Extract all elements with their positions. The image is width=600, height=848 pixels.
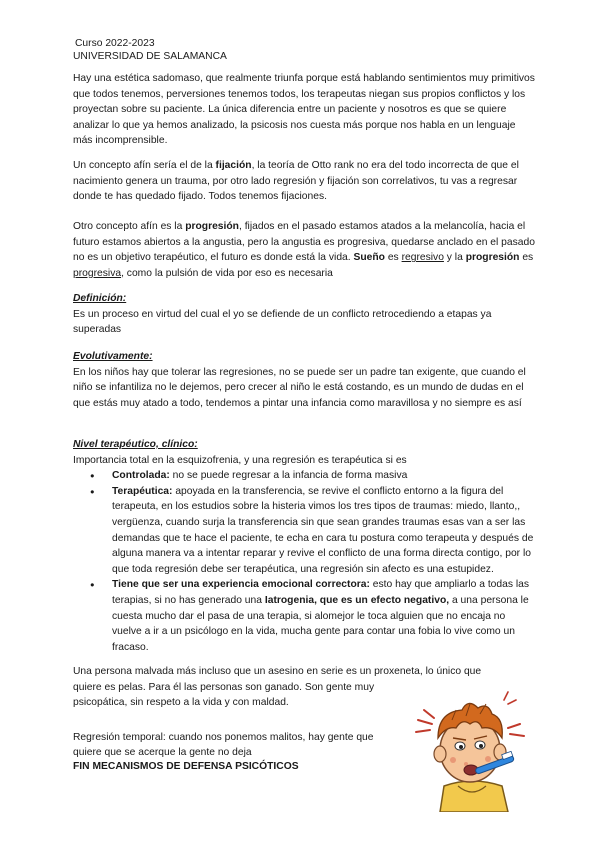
paragraph-regresion-temporal: Regresión temporal: cuando nos ponemos malitos, hay gente que quiere que se acerque la gente no deja FIN MECANISMOS DE DEFENSA PSICÓTICOS	[73, 730, 535, 775]
term-sueno: Sueño	[353, 252, 385, 264]
term-progresion-2: progresión	[465, 252, 520, 264]
sick-boy-illustration	[408, 690, 536, 812]
university-name: UNIVERSIDAD DE SALAMANCA	[73, 51, 227, 62]
nivel-heading: Nivel terapéutico, clínico:	[73, 439, 198, 450]
section-nivel-terapeutico	[73, 437, 535, 655]
header	[73, 37, 227, 63]
section-definicion	[73, 291, 535, 338]
evolutivamente-text: En los niños hay que tolerar las regresiones, no se puede ser un padre tan exigente, que cuando el niño se infantiliza no le dejemos, pero crecer al niño le está costando, es un mundo de dudas en el que estás muy atado a todo, tendemos a pintar una infancia como maravillosa y no siempre es así	[73, 366, 526, 409]
definicion-text: Es un proceso en virtud del cual el yo se defiende de un conflicto retrocediendo a etapas ya superadas	[73, 308, 492, 336]
shirt	[440, 781, 508, 812]
paragraph-fijacion: Un concepto afín sería el de la fijación, la teoría de Otto rank no era del todo incorrecta de que el nacimiento genera un trauma, por otro lado regresión y fijación son correlativos, tu vas a regresar donde te has quedado fijado. Todos tenemos fijaciones.	[73, 160, 519, 203]
term-progresiva: progresiva	[73, 267, 122, 279]
term-regresivo: regresivo	[401, 252, 444, 264]
section-evolutivamente	[73, 349, 535, 411]
term-progresion: progresión	[185, 221, 239, 232]
definicion-heading: Definición:	[73, 293, 127, 304]
nivel-intro: Importancia total en la esquizofrenia, y una regresión es terapéutica si es	[73, 454, 407, 466]
paragraph-proxeneta: Una persona malvada más incluso que un asesino en serie es un proxeneta, lo único que quiere es pelas. Para él las personas son ganado. Son gente muy psicopática, sin respeto a la vida y con maldad.	[73, 666, 482, 709]
evolutivamente-heading: Evolutivamente:	[73, 351, 153, 362]
list-item: ● Terapéutica: apoyada en la transferencia, se revive el conflicto entorno a la figura del terapeuta, en los estudios sobre la histeria vimos los tres tipos de traumas: miedo, llanto,, vergüenza, cuando surja la transferencia sin que sean grandes traumas esas van a ser las demandas que te hace el paciente, te echa en cara tu postura como terapeuta y después de alguna manera va a intentar reparar y revive el conflicto de una forma directa contigo, por lo que toda regresión debe ser terapéutica, una regresión sin afecto es una estupidez.	[112, 484, 535, 578]
course-year: Curso 2022-2023	[75, 38, 155, 49]
list-item: ● Controlada: no se puede regresar a la infancia de forma masiva	[112, 468, 535, 484]
term-fijacion: fijación	[215, 160, 252, 171]
ear-left	[434, 746, 446, 762]
nivel-list	[73, 468, 535, 655]
list-item: ● Tiene que ser una experiencia emocional correctora: esto hay que ampliarlo a todas las terapias, si no has generado una Iatrogenia, que es un efecto negativo, a una persona le cuesta mucho dar el pasa de una terapia, si alomejor le toca alguien que no encaja no vuelve a ir a un psicólogo en la vida, mucha gente para contar una fobia lo vive como un fracaso.	[112, 577, 535, 655]
fin-heading: FIN MECANISMOS DE DEFENSA PSICÓTICOS	[73, 761, 299, 773]
paragraph-sadomaso: Hay una estética sadomaso, que realmente triunfa porque está hablando sentimientos muy primitivos que todos tenemos, perversiones tenemos todos, los terapeutas niegan sus propios conflictos y los proyectan sobre su paciente. La única diferencia entre un paciente y nosotros es que se quiere analizar lo que ya hemos analizado, la psicosis nos cuesta más porque nos habla en un lenguaje más incomprensible.	[73, 73, 535, 147]
paragraph-progresion: Otro concepto afín es la progresión, fijados en el pasado estamos atados a la melancolía, hacia el futuro estamos abiertos a la angustia, pero la angustia es progresiva, quedarse anclado en el pasado no es un objetivo terapéutico, el futuro es donde está la vida. Sueño es regresivo y la progresión es progresiva, como la pulsión de vida por eso es necesaria	[73, 221, 535, 279]
